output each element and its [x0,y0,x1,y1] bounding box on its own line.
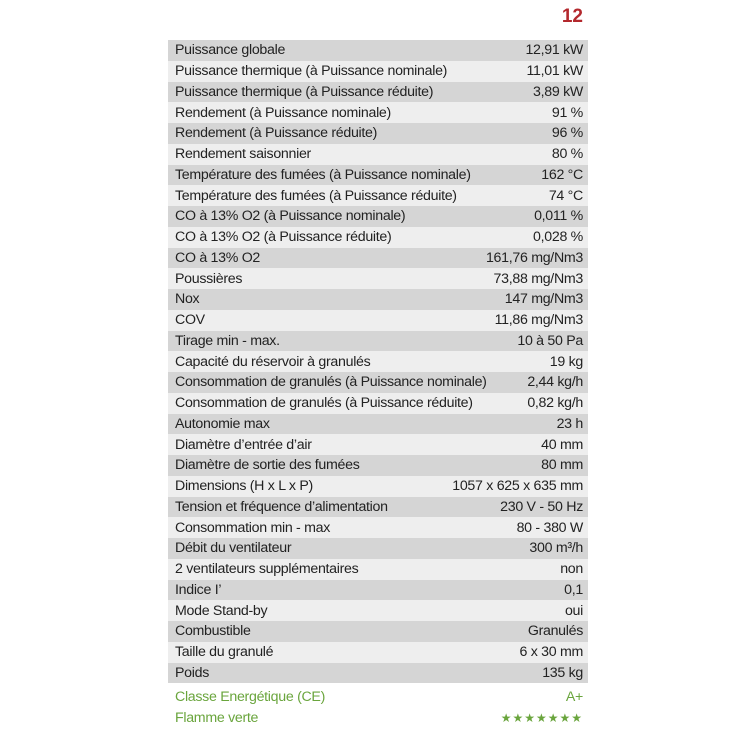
model-number: 12 [561,6,583,27]
spec-row [168,227,588,248]
spec-value: 6 x 30 mm [519,644,583,661]
spec-row [168,642,588,663]
flamme-verte-label: Flamme verte [175,709,259,726]
spec-value: 12,91 kW [525,42,583,59]
spec-row [168,621,588,642]
spec-label: Capacité du réservoir à granulés [175,353,371,370]
spec-label: Taille du granulé [175,644,274,661]
energy-class-row [168,686,588,707]
spec-value: 2,44 kg/h [527,374,583,391]
spec-row [168,206,588,227]
spec-label: Combustible [175,623,251,640]
spec-label: Rendement (à Puissance nominale) [175,104,391,121]
spec-row [168,61,588,82]
spec-rows [168,40,588,683]
spec-row [168,600,588,621]
spec-value: 0,1 [564,581,583,598]
spec-value: non [560,561,583,578]
spec-value: Granulés [527,623,583,640]
spec-row [168,82,588,103]
spec-row [168,393,588,414]
spec-row [168,310,588,331]
spec-label: Puissance thermique (à Puissance réduite) [175,83,434,100]
spec-value: 0,011 % [534,208,583,225]
flamme-verte-stars: ★★★★★★★ [500,710,583,725]
spec-row [168,331,588,352]
spec-row [168,268,588,289]
energy-class-label: Classe Energétique (CE) [175,688,326,705]
spec-value: 161,76 mg/Nm3 [485,249,583,266]
spec-row [168,102,588,123]
spec-label: Indice I’ [175,581,222,598]
spec-label: 2 ventilateurs supplémentaires [175,561,359,578]
spec-label: Consommation de granulés (à Puissance nominale) [175,374,487,391]
spec-value: 3,89 kW [533,83,583,100]
spec-label: Poussières [175,270,243,287]
spec-row [168,538,588,559]
spec-row [168,248,588,269]
spec-label: Diamètre de sortie des fumées [175,457,360,474]
spec-value: 147 mg/Nm3 [504,291,583,308]
spec-row [168,289,588,310]
spec-label: Autonomie max [175,415,270,432]
spec-value: 80 - 380 W [516,519,583,536]
spec-value: 74 °C [548,187,583,204]
spec-label: Température des fumées (à Puissance nominale) [175,166,471,183]
spec-row [168,40,588,61]
spec-label: Dimensions (H x L x P) [175,478,313,495]
spec-value: 19 kg [549,353,583,370]
spec-row [168,517,588,538]
flamme-verte-row [168,707,588,728]
spec-value: 300 m³/h [529,540,583,557]
spec-value: 73,88 mg/Nm3 [493,270,583,287]
spec-value: 162 °C [541,166,583,183]
spec-label: Tension et fréquence d’alimentation [175,498,388,515]
spec-label: Rendement (à Puissance réduite) [175,125,378,142]
spec-value: 96 % [551,125,583,142]
spec-label: CO à 13% O2 [175,249,261,266]
spec-label: Puissance globale [175,42,286,59]
spec-row [168,351,588,372]
spec-label: Mode Stand-by [175,602,268,619]
spec-label: Température des fumées (à Puissance réduite) [175,187,457,204]
spec-label: Nox [175,291,200,308]
spec-label: COV [175,312,205,329]
spec-value: 0,82 kg/h [527,395,583,412]
spec-row [168,144,588,165]
spec-value: 40 mm [541,436,583,453]
spec-value: 11,86 mg/Nm3 [494,312,583,329]
spec-value: 1057 x 625 x 635 mm [452,478,583,495]
spec-label: Rendement saisonnier [175,146,311,163]
spec-row [168,372,588,393]
spec-label: CO à 13% O2 (à Puissance réduite) [175,229,392,246]
spec-value: 135 kg [542,664,583,681]
spec-value: 91 % [551,104,583,121]
spec-value: 23 h [556,415,583,432]
spec-label: Poids [175,664,209,681]
spec-label: Tirage min - max. [175,332,280,349]
spec-value: 80 mm [541,457,583,474]
spec-label: Consommation de granulés (à Puissance réduite) [175,395,473,412]
spec-value: 80 % [551,146,583,163]
spec-label: Puissance thermique (à Puissance nominale) [175,63,448,80]
spec-label: Diamètre d’entrée d’air [175,436,312,453]
spec-row [168,185,588,206]
spec-value: oui [564,602,583,619]
spec-row [168,414,588,435]
spec-row [168,663,588,684]
spec-row [168,123,588,144]
spec-value: 11,01 kW [526,63,583,80]
spec-row [168,455,588,476]
spec-row [168,580,588,601]
spec-row [168,434,588,455]
spec-row [168,559,588,580]
spec-label: Débit du ventilateur [175,540,292,557]
spec-label: Consommation min - max [175,519,331,536]
spec-row [168,165,588,186]
spec-value: 230 V - 50 Hz [500,498,583,515]
spec-table [168,40,588,728]
spec-value: 0,028 % [533,229,583,246]
spec-row [168,497,588,518]
spec-label: CO à 13% O2 (à Puissance nominale) [175,208,406,225]
energy-class-value: A+ [565,688,583,705]
spec-row [168,476,588,497]
spec-value: 10 à 50 Pa [517,332,583,349]
